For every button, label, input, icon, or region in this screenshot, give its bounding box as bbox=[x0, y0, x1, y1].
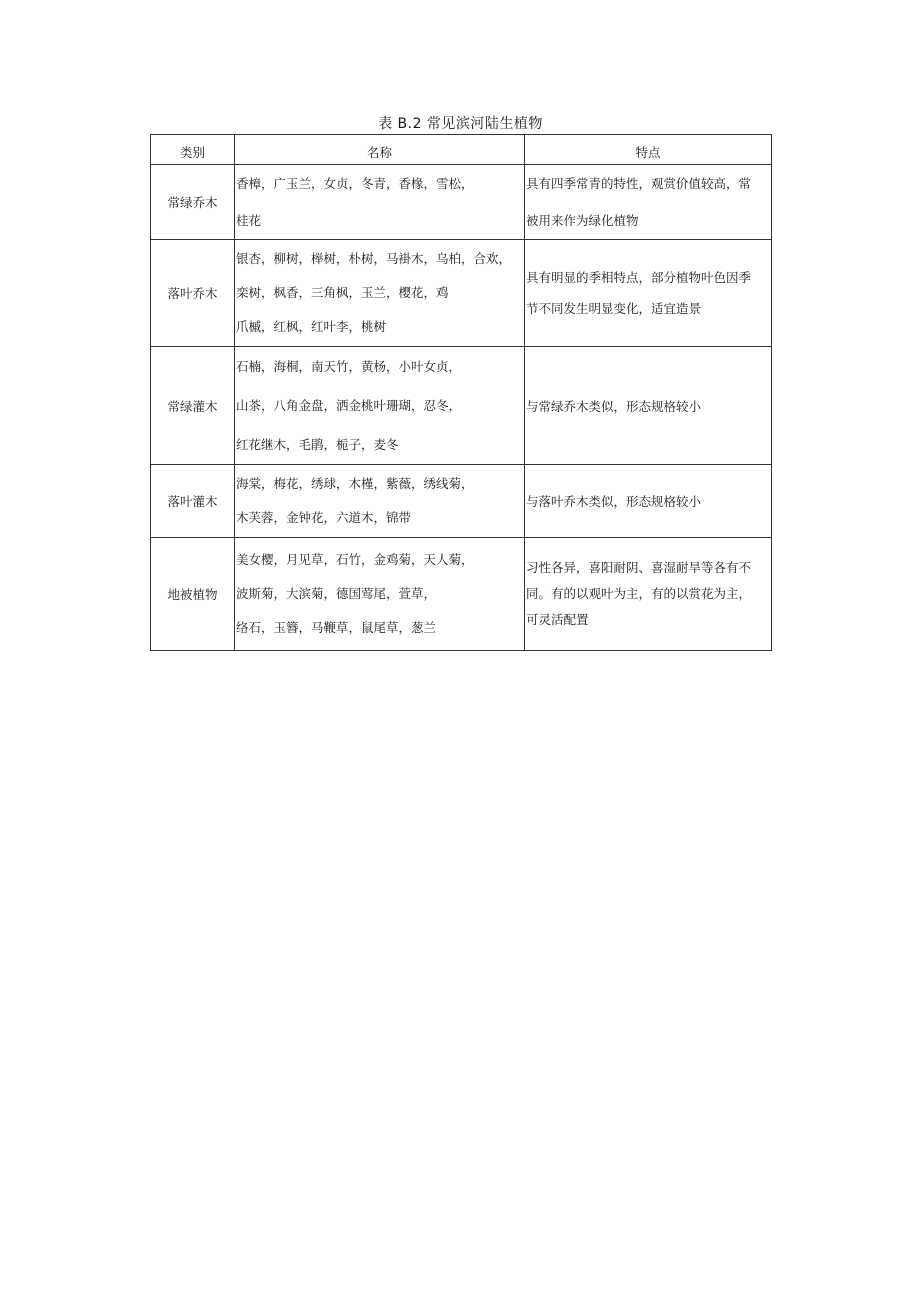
header-category: 类别 bbox=[151, 135, 235, 165]
row-features bbox=[525, 165, 772, 240]
names-line: 栾树，枫香，三角枫，玉兰，樱花，鸡 bbox=[236, 285, 449, 300]
row-features bbox=[525, 538, 772, 651]
row-names bbox=[235, 465, 525, 538]
names-line: 桂花 bbox=[236, 213, 262, 228]
names-line: 海棠，梅花，绣球，木槿，紫薇，绣线菊， bbox=[236, 476, 474, 491]
features-line: 习性各异，喜阳耐阴、喜湿耐旱等各有不 bbox=[526, 560, 752, 575]
row-features bbox=[525, 347, 772, 465]
table-row bbox=[151, 240, 772, 347]
plants-table bbox=[150, 134, 772, 651]
features-line: 可灵活配置 bbox=[526, 612, 589, 627]
header-features: 特点 bbox=[525, 135, 772, 165]
features-line: 与常绿乔木类似，形态规格较小 bbox=[526, 398, 702, 414]
table-row bbox=[151, 538, 772, 651]
features-line: 节不同发生明显变化，适宜造景 bbox=[526, 301, 702, 316]
features-line: 具有四季常青的特性，观赏价值较高，常 bbox=[526, 176, 752, 191]
row-category: 地被植物 bbox=[151, 538, 235, 651]
names-line: 香樟，广玉兰，女贞，冬青，香椽，雪松， bbox=[236, 176, 474, 191]
table-row bbox=[151, 347, 772, 465]
header-names: 名称 bbox=[235, 135, 525, 165]
table-row bbox=[151, 165, 772, 240]
names-line: 美女樱，月见草，石竹，金鸡菊，天人菊， bbox=[236, 552, 474, 567]
row-names bbox=[235, 165, 525, 240]
table-caption: 表 B.2 常见滨河陆生植物 bbox=[378, 116, 543, 132]
names-line: 红花继木，毛鹃，栀子，麦冬 bbox=[236, 437, 399, 452]
features-line: 被用来作为绿化植物 bbox=[526, 213, 639, 228]
names-line: 络石，玉簪，马鞭草，鼠尾草，葱兰 bbox=[236, 620, 437, 635]
table-header-row bbox=[151, 135, 772, 165]
names-line: 石楠，海桐，南天竹，黄杨，小叶女贞， bbox=[236, 359, 462, 374]
row-names bbox=[235, 347, 525, 465]
row-category: 落叶乔木 bbox=[151, 240, 235, 347]
row-features bbox=[525, 465, 772, 538]
row-category: 常绿灌木 bbox=[151, 347, 235, 465]
names-line: 银杏，柳树，榉树，朴树，马褂木，乌柏，合欢， bbox=[236, 251, 512, 266]
names-line: 波斯菊，大滨菊，德国莺尾，萱草， bbox=[236, 586, 437, 601]
names-line: 爪槭，红枫，红叶李，桃树 bbox=[236, 319, 387, 334]
row-names bbox=[235, 240, 525, 347]
row-category: 落叶灌木 bbox=[151, 465, 235, 538]
table-row bbox=[151, 465, 772, 538]
names-line: 木芙蓉，金钟花，六道木，锦带 bbox=[236, 510, 412, 525]
features-line: 同。有的以观叶为主，有的以赏花为主， bbox=[526, 586, 752, 601]
features-line: 具有明显的季相特点，部分植物叶色因季 bbox=[526, 270, 752, 285]
names-line: 山茶，八角金盘，洒金桃叶珊瑚，忍冬， bbox=[236, 398, 462, 413]
row-category: 常绿乔木 bbox=[151, 165, 235, 240]
row-names bbox=[235, 538, 525, 651]
row-features bbox=[525, 240, 772, 347]
features-line: 与落叶乔木类似，形态规格较小 bbox=[526, 494, 702, 509]
